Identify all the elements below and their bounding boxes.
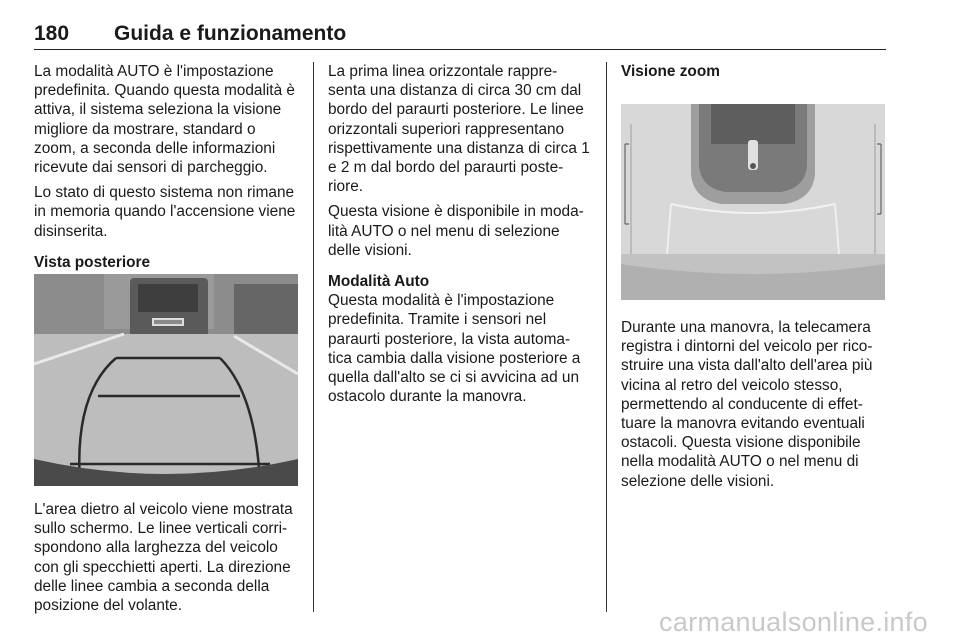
paragraph-availability: Questa visione è disponibile in moda-lità AUTO o nel menu di selezione delle visioni.: [328, 203, 584, 259]
rear-view-image: [34, 274, 298, 486]
column-divider-2: [606, 62, 607, 612]
watermark: carmanualsonline.info: [659, 607, 928, 637]
paragraph-rear-view: L'area dietro al veicolo viene mostrata sullo schermo. Le linee verticali corri-spondono alla larghezza del veicolo con gli specchietti aperti. La direzione delle linee cambia a seconda della posizione del volante.: [34, 501, 293, 615]
column-3: [621, 62, 889, 87]
column-1: [34, 62, 300, 278]
paragraph-zoom-view: Durante una manovra, la telecamera registra i dintorni del veicolo per rico-struire una vista dall'alto dell'area più vicina al retro del veicolo stesso, permettendo al conducente di effet-tuare la manovra evitando eventuali ostacoli. Questa visione disponibile nella modalità AUTO o nel menu di selezione delle visioni.: [621, 319, 873, 490]
page-number: 180: [34, 22, 70, 45]
column-1-lower: [34, 500, 300, 621]
heading-auto-mode: Modalità Auto: [328, 273, 430, 291]
paragraph-auto-mode: La modalità AUTO è l'impostazione predefinita. Quando questa modalità è attiva, il sistema seleziona la visione migliore da mostrare, standard o zoom, a seconda delle informazioni ricevute dai sensori di parcheggio.: [34, 63, 295, 177]
column-2: [328, 62, 594, 412]
heading-zoom-view: Visione zoom: [621, 63, 720, 80]
paragraph-auto-switch: Questa modalità è l'impostazione predefinita. Tramite i sensori nel paraurti posteriore, la vista automa-tica cambia dalla visione posteriore a quella dall'alto se ci si avvicina ad un ostacolo durante la manovra.: [328, 292, 581, 406]
paragraph-horizontal-lines: La prima linea orizzontale rappre-senta una distanza di circa 30 cm dal bordo del paraurti posteriore. Le linee orizzontali superiori rappresentano rispettivamente una distanza di circa 1 e 2 m dal bordo del paraurti poste-riore.: [328, 63, 590, 196]
heading-rear-view: Vista posteriore: [34, 253, 151, 271]
column-3-lower: [621, 318, 889, 497]
column-divider-1: [313, 62, 314, 612]
zoom-view-image: [621, 104, 885, 300]
page-header: [34, 22, 886, 50]
chapter-title: Guida e funzionamento: [114, 22, 347, 45]
paragraph-memory: Lo stato di questo sistema non rimane in memoria quando l'accensione viene disinserita.: [34, 184, 296, 240]
